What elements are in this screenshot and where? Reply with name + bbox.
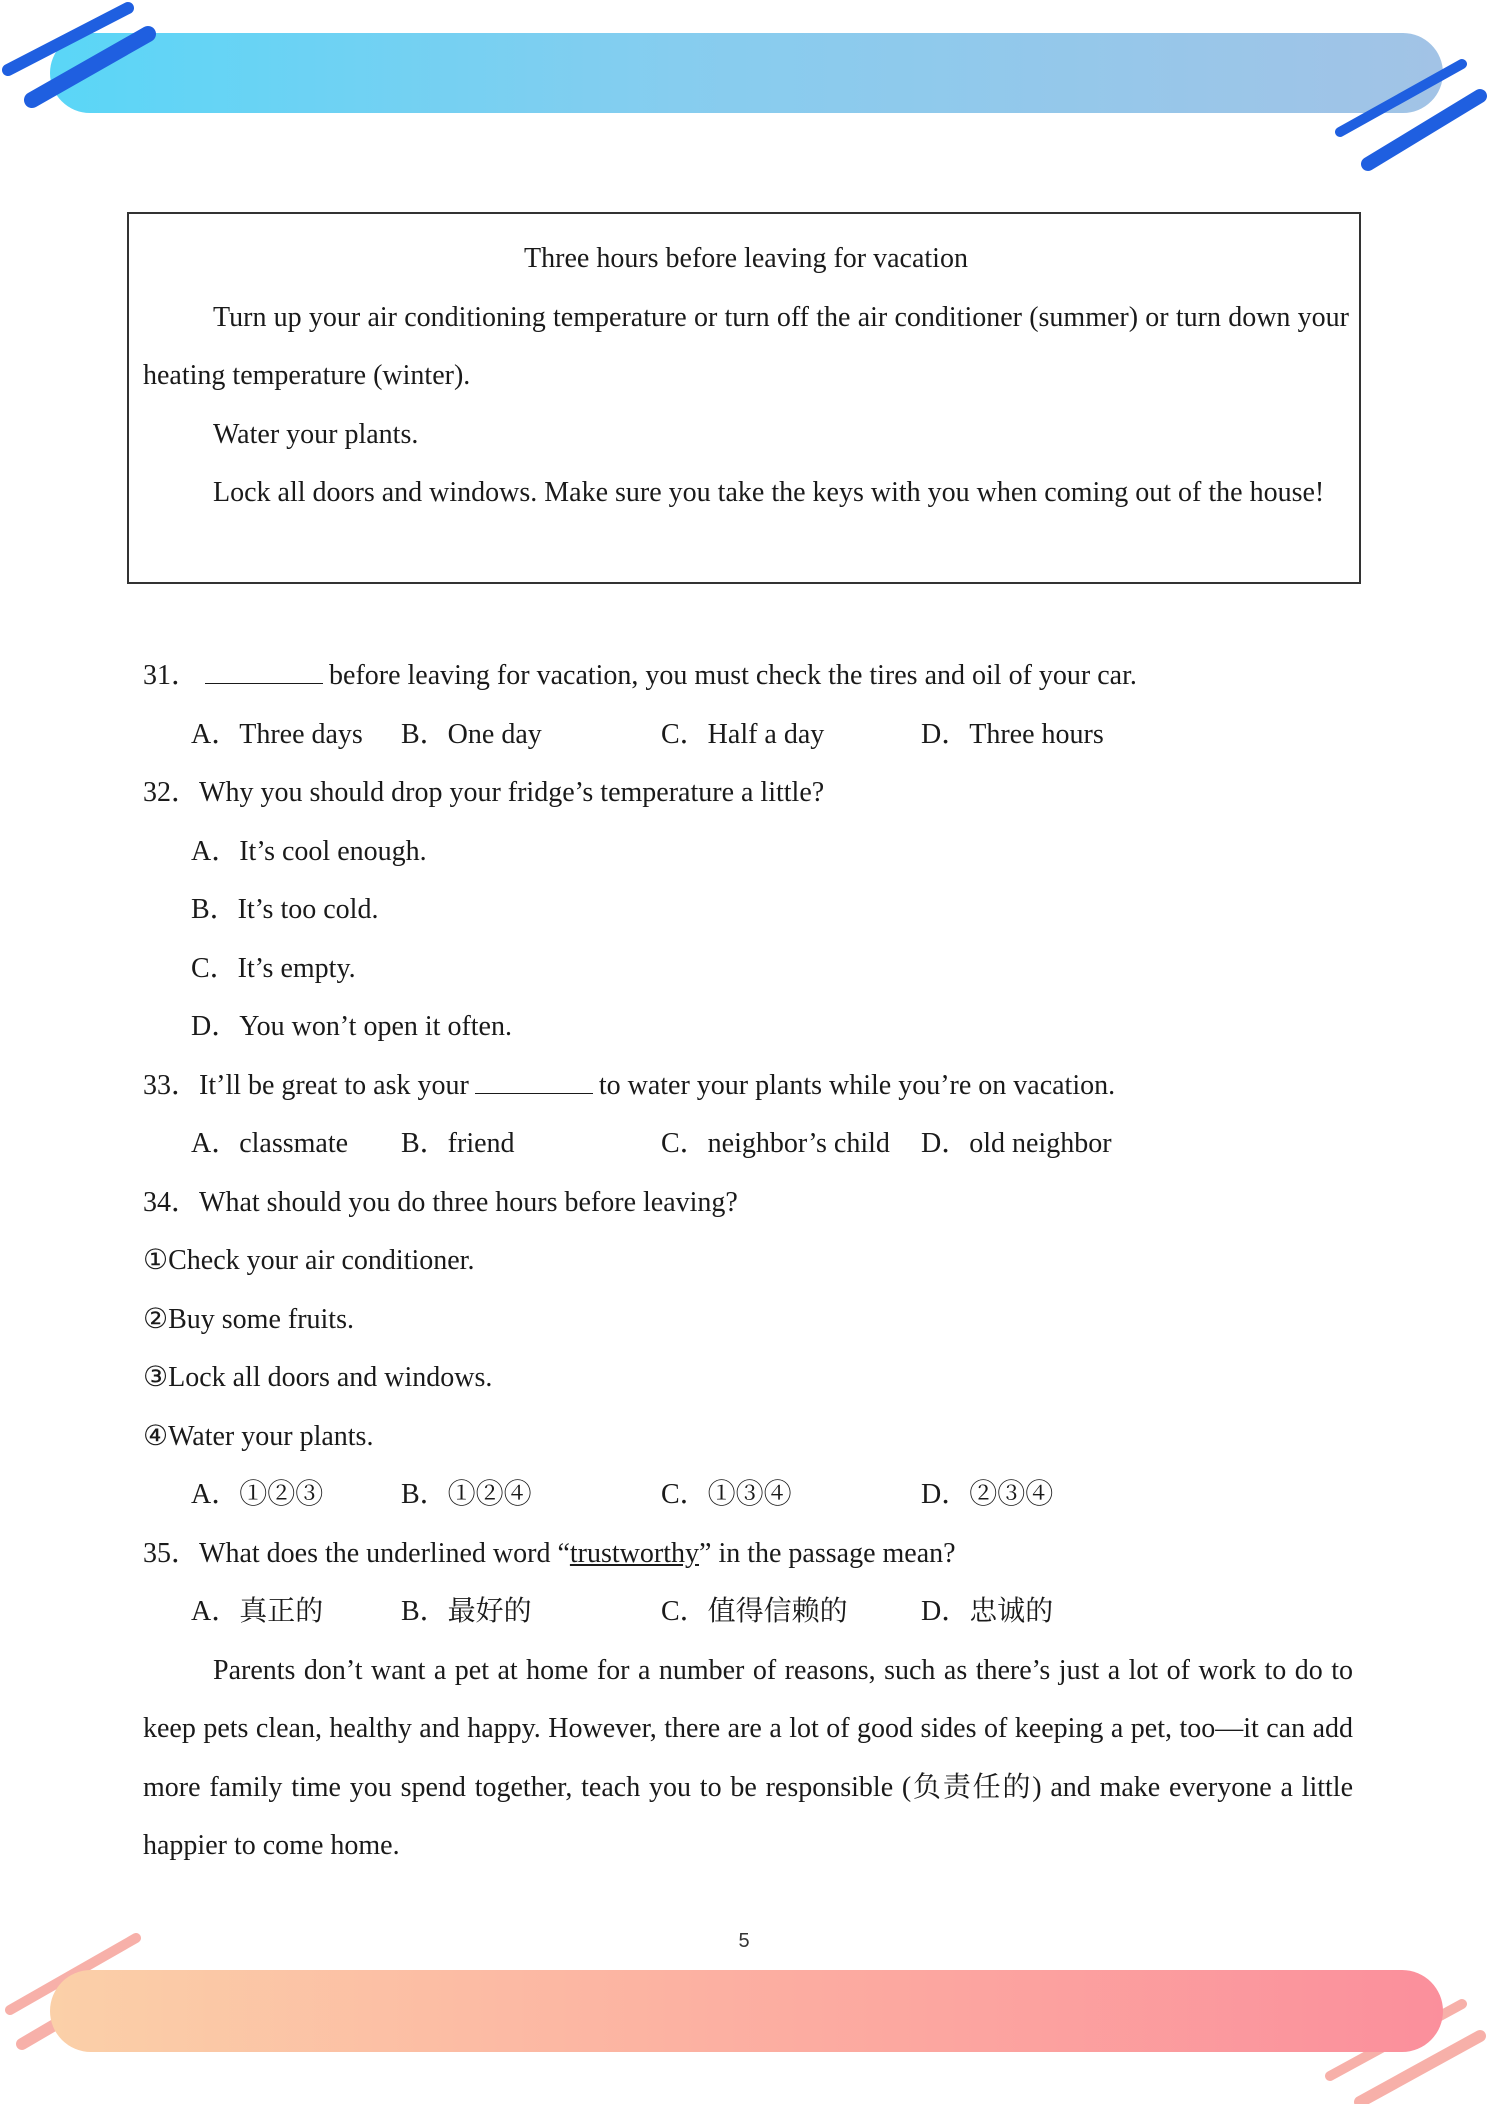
list-item: ①Check your air conditioner. [143,1245,475,1276]
notice-paragraph: Lock all doors and windows. Make sure you take the keys with you when coming out of the house! [213,477,1325,508]
answer-blank [205,661,323,684]
option-c[interactable]: C．It’s empty. [191,952,356,984]
notice-paragraph: Water your plants. [213,418,419,450]
option-b[interactable]: B．①②④ [401,1479,532,1510]
option-c[interactable]: C．neighbor’s child [661,1128,890,1159]
question-35 [143,1525,1353,1584]
question-text: It’ll be great to ask your [199,1069,469,1101]
option-a[interactable]: A．Three days [191,718,363,750]
option-b[interactable]: B．One day [401,718,542,750]
option-a[interactable]: A．It’s cool enough. [191,835,427,867]
option-a[interactable]: A．classmate [191,1128,349,1159]
question-text: before leaving for vacation, you must check the tires and oil of your car. [329,660,1137,691]
option-d[interactable]: D．Three hours [921,718,1104,750]
question-number: 32． [143,777,200,808]
question-number: 35． [143,1537,200,1569]
list-item: ③Lock all doors and windows. [143,1362,493,1393]
question-31 [143,647,1353,706]
options-35 [143,1583,1353,1642]
option-d[interactable]: D．②③④ [921,1479,1054,1510]
answer-blank [475,1071,593,1094]
options-34 [143,1466,1353,1525]
question-number: 33． [143,1069,200,1101]
list-item: ②Buy some fruits. [143,1303,354,1335]
option-c[interactable]: C．Half a day [661,718,825,750]
question-text: What should you do three hours before leaving? [199,1186,738,1218]
option-c[interactable]: C．①③④ [661,1479,792,1510]
option-c[interactable]: C．值得信赖的 [661,1596,848,1627]
option-d[interactable]: D．You won’t open it often. [191,1011,512,1042]
passage-paragraph: Parents don’t want a pet at home for a number of reasons, such as there’s just a lot of work to do to keep pets clean, healthy and happy. However, there are a lot of good sides of keeping a pet, too—it can add more family time you spend together, teach you to be responsible (负责任的) and make everyone a little happier to come home. [143,1654,1353,1861]
page-number: 5 [738,1930,750,1952]
question-32 [143,764,1353,823]
questions-section [143,647,1353,1876]
question-33 [143,1057,1353,1116]
list-item: ④Water your plants. [143,1420,374,1452]
notice-title: Three hours before leaving for vacation [524,243,968,274]
question-number: 31． [143,660,200,691]
options-33 [143,1115,1353,1174]
option-b[interactable]: B．最好的 [401,1596,532,1627]
question-text: to water your plants while you’re on vacation. [598,1069,1116,1101]
question-text: What does the underlined word “ [199,1537,570,1569]
options-31 [143,706,1353,765]
notice-paragraph: Turn up your air conditioning temperature or turn off the air conditioner (summer) or turn down your heating temperature (winter). [143,301,1349,391]
underlined-word: trustworthy [569,1537,700,1569]
option-a[interactable]: A．真正的 [191,1596,324,1627]
option-b[interactable]: B．friend [401,1128,515,1159]
option-a[interactable]: A．①②③ [191,1479,324,1510]
option-d[interactable]: D．old neighbor [921,1128,1112,1159]
question-number: 34． [143,1186,200,1218]
question-text: Why you should drop your fridge’s temperature a little? [199,777,825,808]
question-34 [143,1174,1353,1233]
option-d[interactable]: D．忠诚的 [921,1596,1054,1627]
option-b[interactable]: B．It’s too cold. [191,894,379,925]
notice-box [127,212,1361,584]
bottom-banner [50,1970,1443,2052]
question-text: ” in the passage mean? [699,1537,956,1569]
